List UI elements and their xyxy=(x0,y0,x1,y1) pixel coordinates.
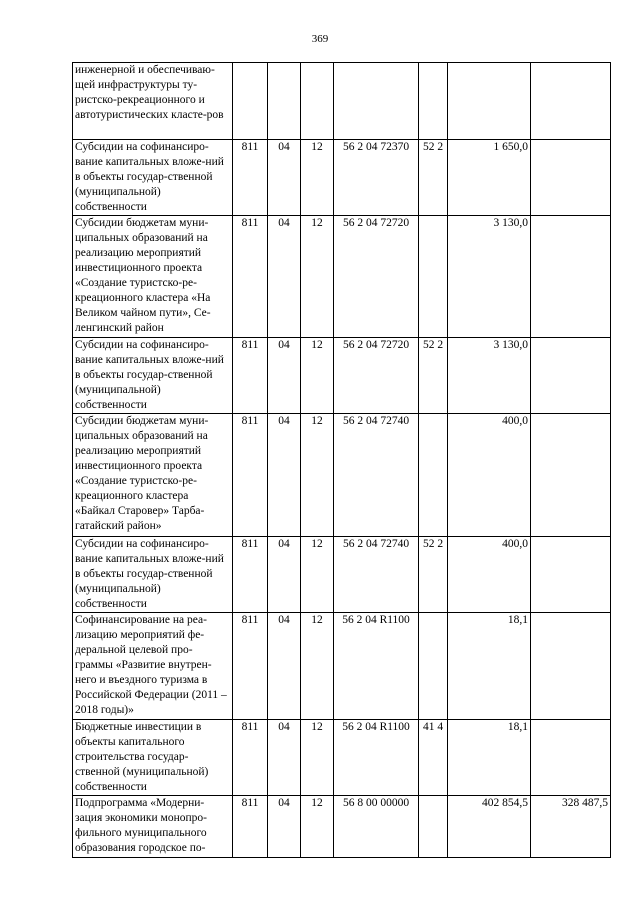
cell-gr: 811 xyxy=(233,338,268,414)
cell-name: Субсидии бюджетам муни-ципальных образований на реализацию мероприятий инвестиционного проекта «Создание туристско-ре-креационного кластера «На Великом чайном пути», Се-ленгинский район xyxy=(73,216,233,338)
cell-sum2 xyxy=(531,537,611,613)
cell-vr xyxy=(419,796,448,858)
cell-name: Субсидии на софинансиро-вание капитальных вложе-ний в объекты государ-ственной (муниципальной) собственности xyxy=(73,338,233,414)
table-row xyxy=(73,414,611,537)
cell-name: Субсидии бюджетам муни-ципальных образований на реализацию мероприятий инвестиционного проекта «Создание туристско-ре-креационного кластера «Байкал Старовер» Тарба-гатайский район» xyxy=(73,414,233,537)
cell-gr: 811 xyxy=(233,720,268,796)
cell-gr xyxy=(233,63,268,140)
cell-sum1: 400,0 xyxy=(448,414,531,537)
cell-csr: 56 2 04 72740 xyxy=(334,537,419,613)
cell-sum1: 1 650,0 xyxy=(448,140,531,216)
cell-sum2: 328 487,5 xyxy=(531,796,611,858)
cell-gr: 811 xyxy=(233,216,268,338)
cell-name: Субсидии на софинансиро-вание капитальных вложе-ний в объекты государ-ственной (муниципальной) собственности xyxy=(73,537,233,613)
cell-rz: 04 xyxy=(268,537,301,613)
cell-pr: 12 xyxy=(301,537,334,613)
cell-sum1: 402 854,5 xyxy=(448,796,531,858)
cell-rz xyxy=(268,63,301,140)
cell-sum2 xyxy=(531,140,611,216)
cell-vr xyxy=(419,613,448,720)
table-row xyxy=(73,338,611,414)
cell-pr: 12 xyxy=(301,414,334,537)
cell-gr: 811 xyxy=(233,537,268,613)
cell-rz: 04 xyxy=(268,720,301,796)
cell-sum1 xyxy=(448,63,531,140)
cell-vr xyxy=(419,414,448,537)
cell-vr: 52 2 xyxy=(419,338,448,414)
table-row xyxy=(73,796,611,858)
cell-name: Софинансирование на реа-лизацию мероприятий фе-деральной целевой про-граммы «Развитие внутрен-него и въездного туризма в Российской Федерации (2011 – 2018 годы)» xyxy=(73,613,233,720)
cell-csr: 56 8 00 00000 xyxy=(334,796,419,858)
cell-sum2 xyxy=(531,216,611,338)
cell-pr xyxy=(301,63,334,140)
cell-vr: 52 2 xyxy=(419,140,448,216)
budget-table xyxy=(72,62,611,858)
cell-vr: 52 2 xyxy=(419,537,448,613)
cell-sum2 xyxy=(531,338,611,414)
cell-name: Подпрограмма «Модерни-зация экономики монопро-фильного муниципального образования городское по- xyxy=(73,796,233,858)
cell-sum2 xyxy=(531,720,611,796)
cell-pr: 12 xyxy=(301,613,334,720)
cell-pr: 12 xyxy=(301,720,334,796)
cell-csr: 56 2 04 R1100 xyxy=(334,613,419,720)
table-row xyxy=(73,216,611,338)
page-number: 369 xyxy=(311,33,329,45)
cell-name: инженерной и обеспечиваю-щей инфраструктуры ту-ристско-рекреационного и автотуристических класте-ров xyxy=(73,63,233,140)
cell-pr: 12 xyxy=(301,796,334,858)
cell-sum2 xyxy=(531,613,611,720)
cell-sum2 xyxy=(531,414,611,537)
cell-gr: 811 xyxy=(233,613,268,720)
cell-name: Бюджетные инвестиции в объекты капитального строительства государ-ственной (муниципальной) собственности xyxy=(73,720,233,796)
table-row xyxy=(73,537,611,613)
cell-name: Субсидии на софинансиро-вание капитальных вложе-ний в объекты государ-ственной (муниципальной) собственности xyxy=(73,140,233,216)
cell-pr: 12 xyxy=(301,140,334,216)
cell-rz: 04 xyxy=(268,216,301,338)
table-row xyxy=(73,63,611,140)
cell-vr: 41 4 xyxy=(419,720,448,796)
cell-csr: 56 2 04 R1100 xyxy=(334,720,419,796)
cell-vr xyxy=(419,63,448,140)
cell-csr: 56 2 04 72740 xyxy=(334,414,419,537)
cell-sum1: 18,1 xyxy=(448,720,531,796)
cell-gr: 811 xyxy=(233,140,268,216)
cell-pr: 12 xyxy=(301,216,334,338)
cell-rz: 04 xyxy=(268,414,301,537)
cell-pr: 12 xyxy=(301,338,334,414)
cell-gr: 811 xyxy=(233,414,268,537)
cell-sum2 xyxy=(531,63,611,140)
cell-sum1: 400,0 xyxy=(448,537,531,613)
cell-rz: 04 xyxy=(268,796,301,858)
cell-csr xyxy=(334,63,419,140)
cell-gr: 811 xyxy=(233,796,268,858)
table-row xyxy=(73,140,611,216)
cell-rz: 04 xyxy=(268,613,301,720)
cell-sum1: 18,1 xyxy=(448,613,531,720)
table-row xyxy=(73,613,611,720)
cell-rz: 04 xyxy=(268,140,301,216)
cell-csr: 56 2 04 72720 xyxy=(334,216,419,338)
cell-vr xyxy=(419,216,448,338)
cell-sum1: 3 130,0 xyxy=(448,338,531,414)
cell-sum1: 3 130,0 xyxy=(448,216,531,338)
table-row xyxy=(73,720,611,796)
cell-rz: 04 xyxy=(268,338,301,414)
cell-csr: 56 2 04 72720 xyxy=(334,338,419,414)
cell-csr: 56 2 04 72370 xyxy=(334,140,419,216)
